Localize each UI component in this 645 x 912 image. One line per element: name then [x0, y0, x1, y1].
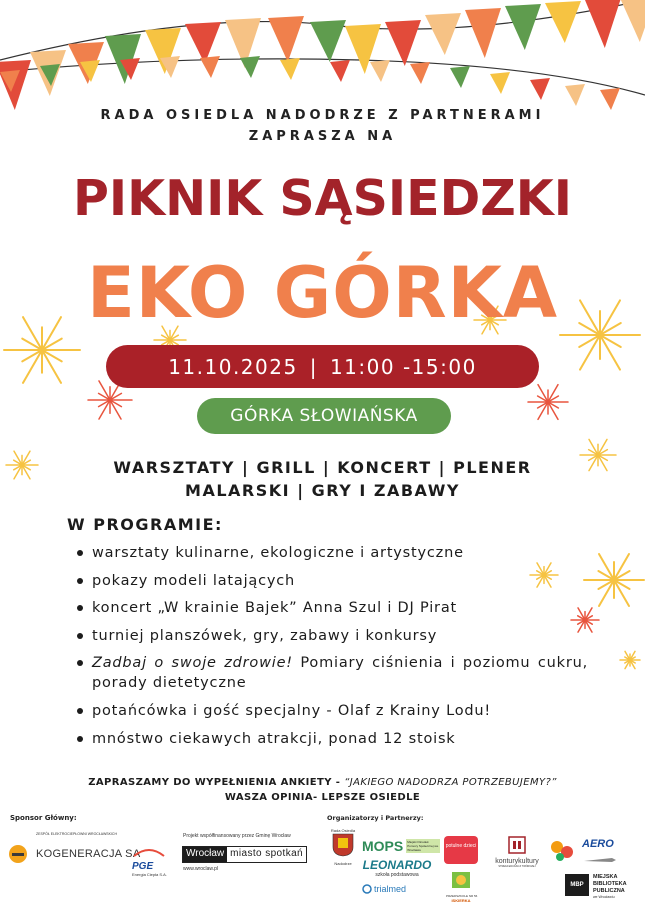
bunting-flag: [530, 78, 550, 100]
leonardo-sub: szkoła podstawowa: [375, 872, 419, 878]
rada-label: Rada Osiedla: [330, 828, 356, 833]
wroclaw-b: miasto spotkań: [230, 848, 304, 859]
bunting-flag: [545, 1, 581, 43]
mbp-city: we Wrocławiu: [593, 895, 615, 899]
cofinance-note: Projekt współfinansowany przez Gminę Wrocław: [183, 833, 291, 839]
coat-of-arms-icon: [332, 833, 354, 857]
sparkle: [620, 651, 640, 668]
wroclaw-logo: [182, 846, 307, 863]
kontury-kultury-logo: [487, 836, 547, 868]
program-item: Zadbaj o swoje zdrowie! Pomiary ciśnienia i poziomu cukru, porady dietetyczne: [76, 653, 588, 693]
pge-sub: Energia Ciepła S.A.: [132, 872, 167, 877]
kogeneracja-logo: [8, 832, 141, 868]
survey-title: “JAKIEGO NADODRZA POTRZEBUJEMY?”: [344, 777, 557, 788]
bunting-flag: [410, 62, 430, 84]
program-item: warsztaty kulinarne, ekologiczne i artystyczne: [76, 543, 588, 563]
airplane-icon: [582, 855, 618, 865]
organizers-label: Organizatorzy i Partnerzy:: [327, 814, 424, 822]
trialmed-icon: [362, 884, 372, 894]
kontury-sub: STREFA EDUKACJI TWÓRCZEJ: [498, 865, 536, 868]
bunting-flag: [145, 28, 181, 74]
program-item: mnóstwo ciekawych atrakcji, ponad 12 stoisk: [76, 729, 588, 749]
mbp-logo: [565, 874, 639, 899]
nadodrze-label: Nadodrze: [334, 861, 352, 866]
kids-icon: [548, 838, 576, 864]
trialmed-logo: [362, 884, 406, 894]
bunting-flag: [585, 0, 621, 48]
bunting-flag: [330, 60, 350, 82]
trialmed-name: trialmed: [374, 884, 407, 894]
iskierka-name: ISKIERKA: [451, 898, 471, 903]
mops-sub: Miejski Ośrodek Pomocy Społecznej we Wrocławiu: [407, 840, 439, 852]
sparkle: [528, 385, 568, 420]
bunting-flag: [310, 20, 346, 62]
mbp-name: MIEJSKA BIBLIOTEKA PUBLICZNA: [593, 874, 627, 894]
date-time-bar: [106, 345, 539, 388]
iskierka-sub: PRZEDSZKOLE NR 56: [446, 894, 478, 898]
wroclaw-a: Wrocław: [183, 847, 227, 862]
bunting-flag: [385, 20, 421, 66]
wroclaw-url: www.wroclaw.pl: [183, 866, 219, 872]
program-item: potańcówka i gość specjalny - Olaf z Krainy Lodu!: [76, 701, 588, 721]
bunting-flag: [268, 16, 304, 62]
intro-line-1: RADA OSIEDLA NADODRZE Z PARTNERAMI: [100, 108, 545, 123]
program-heading: W PROGRAMIE:: [67, 515, 223, 534]
bunting-flag: [465, 8, 501, 58]
aero-logo: [582, 838, 632, 864]
activities-summary: [100, 456, 545, 502]
kogeneracja-small: ZESPÓŁ ELEKTROCIEPŁOWNI WROCŁAWSKICH: [36, 832, 117, 836]
survey-invitation: [0, 775, 645, 805]
separator: |: [309, 354, 318, 379]
program-item: pokazy modeli latających: [76, 571, 588, 591]
bunting-flag: [620, 0, 645, 42]
bunting-flag: [370, 60, 390, 82]
bunting-flag: [505, 4, 541, 50]
kontury-icon: [508, 836, 526, 854]
bunting-decoration: [0, 0, 645, 120]
pge-name: PGE: [132, 861, 154, 872]
aero-name: AERO: [582, 838, 614, 850]
kogeneracja-name: KOGENERACJA SA: [36, 848, 141, 860]
sparkle: [584, 554, 644, 606]
sparkle: [6, 451, 38, 479]
bunting-flag: [200, 56, 220, 78]
bunting-flag: [0, 60, 31, 110]
potulne-dzieci-logo: [444, 836, 478, 864]
event-place: GÓRKA SŁOWIAŃSKA: [197, 398, 451, 434]
bunting-flag: [490, 72, 510, 94]
rada-osiedla-logo: [328, 828, 358, 866]
pge-arc-icon: [132, 847, 166, 857]
bunting-flag: [450, 66, 470, 88]
iskierka-logo: [446, 870, 476, 903]
bunting-flag: [565, 84, 585, 106]
mops-logo: [362, 836, 440, 856]
iskierka-icon: [450, 870, 472, 890]
event-subtitle: EKO GÓRKA: [86, 252, 559, 334]
kogeneracja-icon: [8, 844, 28, 864]
survey-prefix: ZAPRASZAMY DO WYPEŁNIENIA ANKIETY -: [88, 777, 345, 788]
mops-name: MOPS: [362, 838, 404, 854]
leonardo-name: LEONARDO: [362, 858, 432, 872]
event-date: 11.10.2025: [168, 354, 298, 379]
leonardo-logo: [362, 858, 432, 878]
activities-line-2: MALARSKI | GRY I ZABAWY: [185, 481, 460, 500]
program-list: [76, 543, 588, 756]
sparkle: [580, 439, 616, 470]
bunting-flag: [280, 58, 300, 80]
kontury-name: konturykultury: [495, 858, 539, 865]
program-item: turniej planszówek, gry, zabawy i konkursy: [76, 626, 588, 646]
bunting-flag: [425, 13, 461, 55]
event-time: 11:00 -15:00: [329, 354, 477, 379]
mbp-badge: MBP: [565, 874, 589, 896]
event-title: PIKNIK SĄSIEDZKI: [73, 170, 572, 227]
program-item: koncert „W krainie Bajek” Anna Szul i DJ Pirat: [76, 598, 588, 618]
bunting-flag: [240, 56, 260, 78]
intro-line-2: ZAPRASZA NA: [248, 129, 397, 144]
survey-slogan: WASZA OPINIA- LEPSZE OSIEDLE: [224, 792, 421, 803]
bunting-flag: [600, 88, 620, 110]
sponsor-label: Sponsor Główny:: [10, 814, 77, 822]
potulne-name: potulne dzieci: [445, 843, 477, 849]
pge-logo: [132, 842, 170, 877]
activities-line-1: WARSZTATY | GRILL | KONCERT | PLENER: [113, 458, 532, 477]
